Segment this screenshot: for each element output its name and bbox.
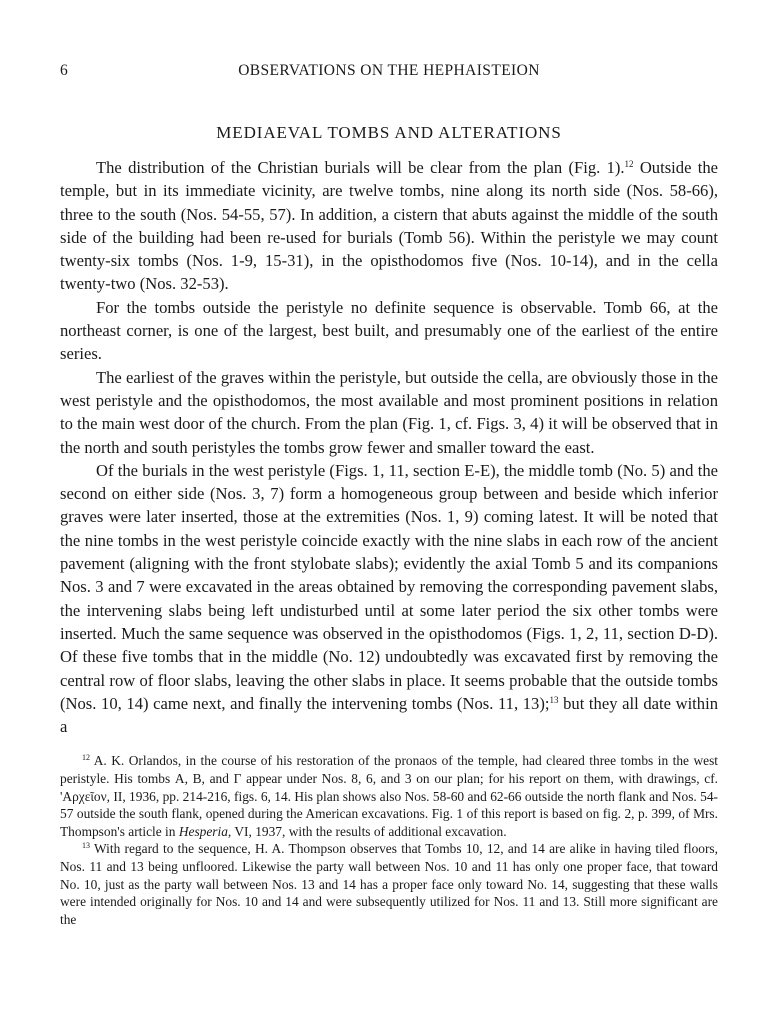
paragraph-4	[60, 459, 718, 739]
footnote-13-mark: 13	[82, 841, 90, 851]
footnote-12-text-d: VI, 1937, with the results of additional excavation.	[231, 823, 507, 839]
body-text	[60, 156, 718, 738]
footnote-13-text: With regard to the sequence, H. A. Thompson observes that Tombs 10, 12, and 14 are alike in having tiled floors, Nos. 11 and 13 being unfloored. Likewise the party wall between Nos. 10 and 11 has only one proper face, that toward No. 10, just as the party wall between Nos. 13 and 14 has a proper face only toward No. 14, suggesting that these walls were intended originally for Nos. 10 and 14 and were subsequently utilized for Nos. 11 and 13. Still more significant are the	[60, 841, 718, 927]
footnote-ref-12: 12	[624, 159, 634, 169]
paragraph-3: The earliest of the graves within the peristyle, but outside the cella, are obviously those in the west peristyle and the opisthodomos, the most available and most prominent positions in relation to the main west door of the church. From the plan (Fig. 1, cf. Figs. 3, 4) it will be observed that in the north and south peristyles the tombs grow fewer and smaller toward the east.	[60, 367, 718, 457]
footnote-12-tomb-labels: A, B,	[174, 771, 205, 787]
footnote-12-and: and	[204, 771, 234, 787]
paragraph-1	[60, 156, 718, 296]
paragraph-4-text-cont: but they all date within a	[60, 693, 719, 737]
footnote-12-hesperia: Hesperia,	[178, 823, 232, 839]
footnote-12-text-a: A. K. Orlandos, in the course of his restoration of the pronaos of the temple, had cleared three tombs in the west peristyle. His tombs	[60, 753, 719, 787]
footnote-12-journal: 'Αρχεῖον,	[60, 788, 111, 804]
footnote-12-gamma: Γ	[233, 771, 242, 787]
footnotes	[60, 752, 718, 928]
running-title: OBSERVATIONS ON THE HEPHAISTEION	[238, 62, 540, 79]
footnote-ref-13: 13	[549, 694, 559, 705]
section-heading: MEDIAEVAL TOMBS AND ALTERATIONS	[216, 123, 562, 142]
footnote-12	[60, 752, 718, 840]
footnote-12-text-b: appear under Nos. 8, 6, and 3 on our plan; for his report on them, with drawings, cf.	[241, 771, 718, 787]
footnote-12-text-c: II, 1936, pp. 214-216, figs. 6, 14. His plan shows also Nos. 58-60 and 62-66 outside the north flank and Nos. 54-57 outside the south flank, opened during the American excavations. Fig. 1 of this report is based on fig. 2, p. 399, of Mrs. Thompson's article in	[60, 788, 718, 839]
document-page	[60, 62, 718, 928]
running-header	[60, 62, 718, 88]
footnote-13	[60, 840, 718, 928]
paragraph-4-text: Of the burials in the west peristyle (Figs. 1, 11, section E-E), the middle tomb (No. 5) and the second on either side (Nos. 3, 7) form a homogeneous group between and beside which inferior graves were later inserted, those at the extremities (Nos. 1, 9) coming latest. It will be noted that the nine tombs in the west peristyle coincide exactly with the nine slabs in each row of the ancient pavement (aligning with the front stylobate slabs); evidently the axial Tomb 5 and its companions Nos. 3 and 7 were excavated in the areas obtained by removing the corresponding pavement slabs, the intervening slabs being left undisturbed until at some later period the six other tombs were inserted. Much the same sequence was observed in the opisthodomos (Figs. 1, 2, 11, section D-D). Of these five tombs that in the middle (No. 12) undoubtedly was excavated first by removing the central row of floor slabs, leaving the other slabs in place. It seems probable that the outside tombs (Nos. 10, 14) came next, and finally the intervening tombs (Nos. 11, 13);	[60, 460, 718, 713]
paragraph-1-text-cont: Outside the temple, but in its immediate vicinity, are twelve tombs, nine along its north side (Nos. 58-66), three to the south (Nos. 54-55, 57). In addition, a cistern that abuts against the middle of the south side of the building had been re-used for burials (Tomb 56). Within the peristyle we may count twenty-six tombs (Nos. 1-9, 15-31), in the opisthodomos five (Nos. 10-14), and in the cella twenty-two (Nos. 32-53).	[60, 158, 718, 294]
page-number: 6	[60, 62, 69, 79]
paragraph-2: For the tombs outside the peristyle no definite sequence is observable. Tomb 66, at the northeast corner, is one of the largest, best built, and presumably one of the earliest of the entire series.	[60, 297, 718, 364]
paragraph-1-text: The distribution of the Christian burials will be clear from the plan (Fig. 1).	[96, 158, 625, 177]
footnote-12-mark: 12	[82, 753, 90, 763]
